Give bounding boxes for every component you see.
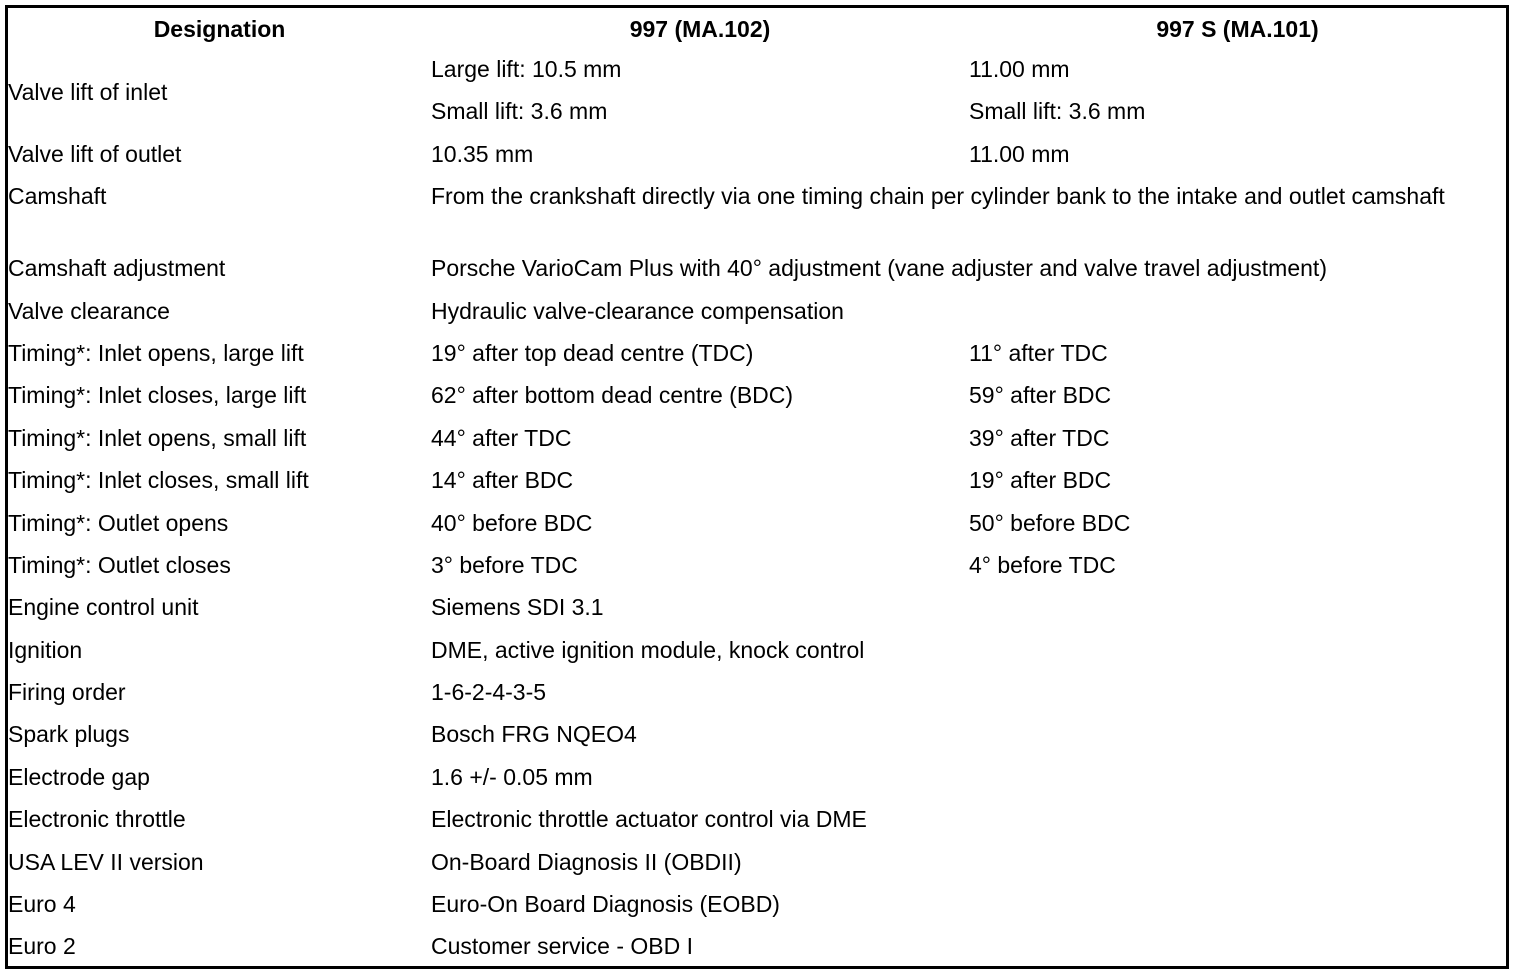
table-header-row: [8, 8, 1506, 50]
row-label: Ignition: [8, 636, 83, 663]
table-row: [8, 135, 1506, 177]
row-label: Timing*: Inlet closes, large lift: [8, 382, 307, 409]
cell-shared: DME, active ignition module, knock control: [431, 636, 865, 663]
row-label: Euro 4: [8, 891, 76, 918]
cell-shared: Porsche VarioCam Plus with 40° adjustment (vane adjuster and valve travel adjustment): [431, 255, 1327, 282]
table-row: [8, 504, 1506, 546]
spec-table-frame: [5, 5, 1509, 969]
cell-shared: Electronic throttle actuator control via DME: [431, 806, 867, 833]
engine-spec-table: [8, 8, 1506, 970]
cell-shared: 1-6-2-4-3-5: [431, 679, 547, 706]
table-row: [8, 546, 1506, 588]
cell-997s: Small lift: 3.6 mm: [969, 98, 1146, 125]
table-row: [8, 885, 1506, 927]
table-row: [8, 177, 1506, 249]
cell-997s: 11.00 mm: [969, 56, 1070, 82]
row-label: Engine control unit: [8, 594, 199, 621]
cell-997s: 50° before BDC: [969, 509, 1131, 536]
table-row: [8, 461, 1506, 503]
cell-shared: Customer service - OBD I: [431, 933, 693, 960]
cell-997s: 11.00 mm: [969, 140, 1070, 167]
cell-997: 62° after bottom dead centre (BDC): [431, 382, 794, 409]
cell-shared: 1.6 +/- 0.05 mm: [431, 763, 593, 790]
cell-997s: 59° after BDC: [969, 382, 1112, 409]
table-row: [8, 334, 1506, 376]
row-label: Timing*: Inlet opens, small lift: [8, 424, 307, 451]
table-row: [8, 419, 1506, 461]
cell-997: 3° before TDC: [431, 551, 578, 578]
table-row: [8, 50, 1506, 92]
row-label: Electrode gap: [8, 763, 150, 790]
row-label: Timing*: Inlet opens, large lift: [8, 339, 304, 366]
table-row: [8, 927, 1506, 969]
row-label: Timing*: Outlet closes: [8, 551, 231, 578]
cell-997s: 39° after TDC: [969, 424, 1110, 451]
cell-997: Small lift: 3.6 mm: [431, 98, 608, 125]
table-row: [8, 631, 1506, 673]
row-label: Camshaft adjustment: [8, 255, 226, 282]
row-label: Spark plugs: [8, 721, 130, 748]
cell-997: Large lift: 10.5 mm: [431, 56, 622, 82]
cell-997s: 4° before TDC: [969, 551, 1116, 578]
table-row: [8, 588, 1506, 630]
cell-997: 14° after BDC: [431, 467, 574, 494]
row-label: Valve lift of outlet: [8, 140, 182, 167]
row-label: Timing*: Inlet closes, small lift: [8, 467, 309, 494]
row-label: Timing*: Outlet opens: [8, 509, 229, 536]
cell-997s: 11° after TDC: [969, 339, 1108, 366]
row-label: Valve clearance: [8, 297, 170, 324]
cell-shared: From the crankshaft directly via one timing chain per cylinder bank to the intake and outlet camshaft: [431, 183, 1445, 210]
cell-shared: On-Board Diagnosis II (OBDII): [431, 848, 742, 875]
cell-shared: Euro-On Board Diagnosis (EOBD): [431, 891, 780, 918]
table-row: [8, 715, 1506, 757]
table-row: [8, 292, 1506, 334]
row-label: USA LEV II version: [8, 848, 204, 875]
cell-997: 44° after TDC: [431, 424, 572, 451]
cell-shared: Hydraulic valve-clearance compensation: [431, 297, 844, 324]
row-label: Electronic throttle: [8, 806, 186, 833]
table-row: [8, 249, 1506, 291]
header-designation: Designation: [153, 15, 286, 42]
table-row: [8, 376, 1506, 418]
cell-997: 19° after top dead centre (TDC): [431, 339, 754, 366]
row-label: Firing order: [8, 679, 126, 706]
table-row: [8, 758, 1506, 800]
table-row: [8, 843, 1506, 885]
cell-997: 40° before BDC: [431, 509, 593, 536]
table-row: [8, 673, 1506, 715]
header-997: 997 (MA.102): [629, 15, 771, 42]
row-label: Valve lift of inlet: [8, 78, 168, 105]
cell-997s: 19° after BDC: [969, 467, 1112, 494]
row-label: Camshaft: [8, 183, 107, 210]
cell-shared: Bosch FRG NQEO4: [431, 721, 637, 748]
cell-shared: Siemens SDI 3.1: [431, 594, 604, 621]
row-label: Euro 2: [8, 933, 76, 960]
table-row: [8, 800, 1506, 842]
header-997s: 997 S (MA.101): [1156, 15, 1319, 42]
cell-997: 10.35 mm: [431, 140, 534, 167]
